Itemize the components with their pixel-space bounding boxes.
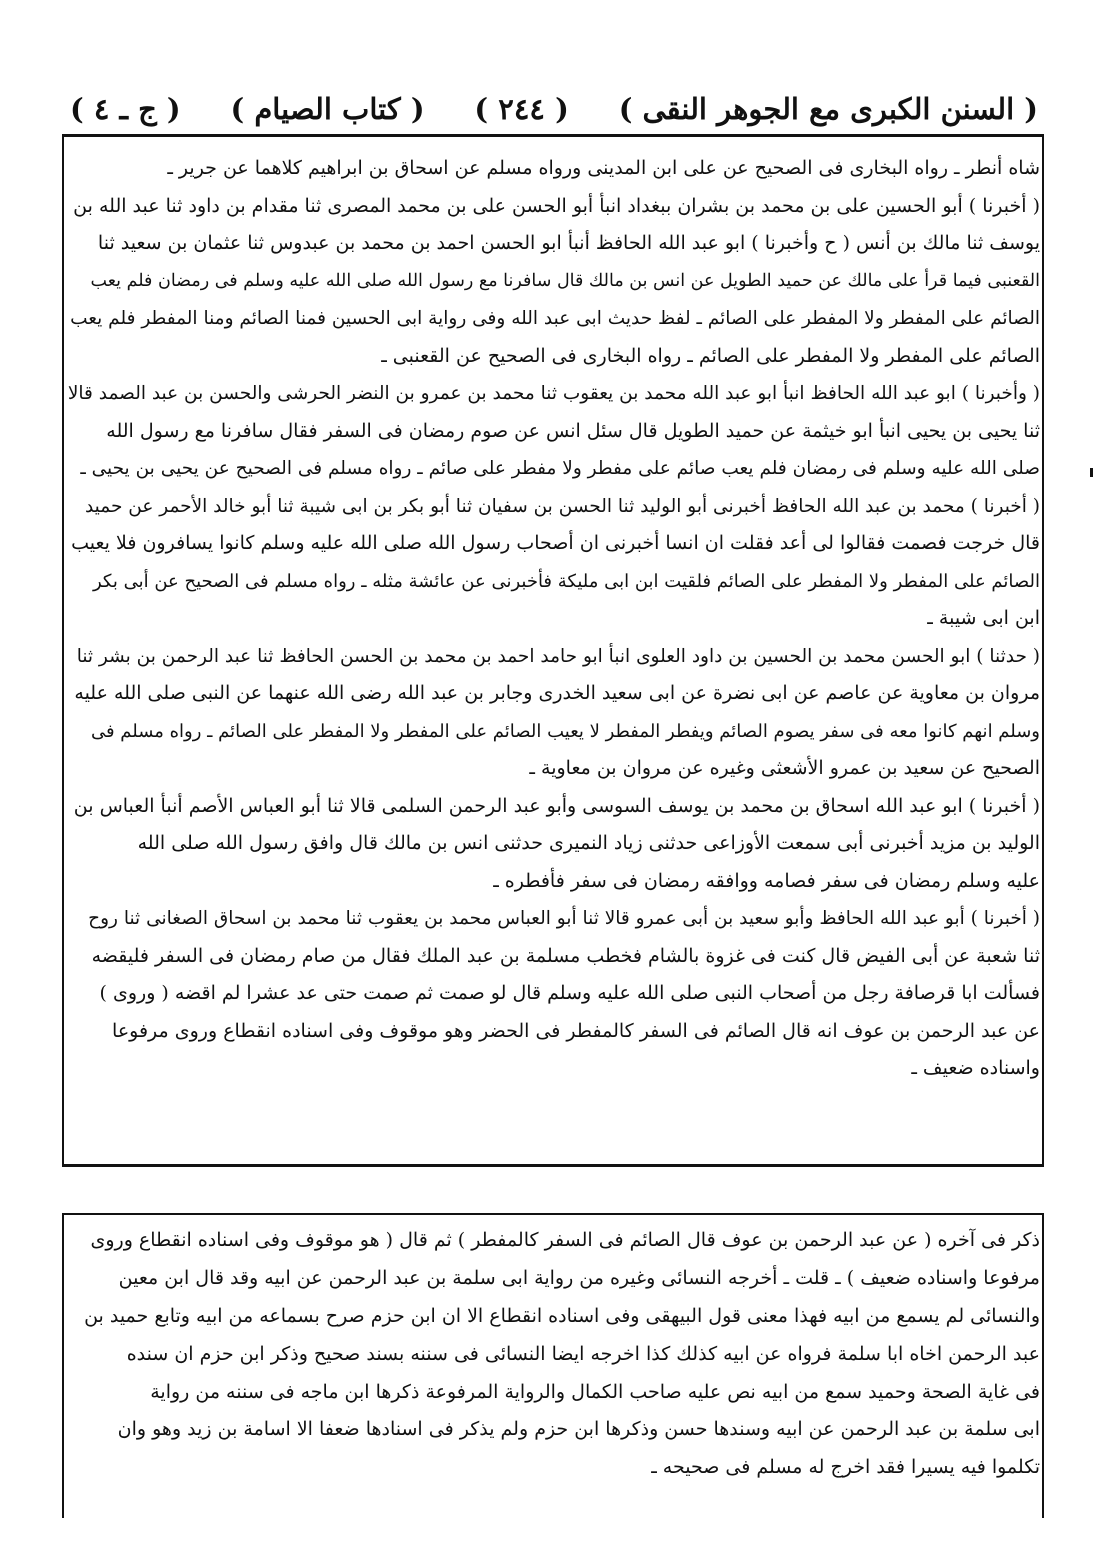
frame-left-border: [62, 134, 64, 1166]
main-line: القعنبى فيما قرأ على مالك عن حميد الطويل عن انس بن مالك قال سافرنا مع رسول الله صلى الله عليه وسلم فى رمضان فلم يعب: [90, 270, 1040, 291]
main-line: يوسف ثنا مالك بن أنس ( ح وأخبرنا ) ابو عبد الله الحافظ أنبأ ابو الحسن احمد بن محمد بن عبدوس ثنا عثمان بن سعيد ثنا: [97, 232, 1040, 254]
main-line: الصائم على المفطر ولا المفطر على الصائم فلقيت ابن ابى مليكة فأخبرنى عن عائشة مثله ـ رواه مسلم فى الصحيح عن أبى بكر: [93, 570, 1040, 592]
note-line: ذكر فى آخره ( عن عبد الرحمن بن عوف قال الصائم فى السفر كالمفطر ) ثم قال ( هو موقوف وفى اسناده انقطاع وروى: [90, 1229, 1040, 1251]
main-line: الوليد بن مزيد أخبرنى أبى سمعت الأوزاعى حدثنى زياد النميرى حدثنى انس بن مالك قال وافق رسول الله صلى الله: [137, 832, 1040, 854]
footnote-commentary: [68, 1222, 1040, 1487]
main-line: ( أخبرنا ) أبو عبد الله الحافظ وأبو سعيد بن أبى عمرو قالا ثنا أبو العباس محمد بن يعقوب ثنا محمد بن اسحاق الصغانى ثنا روح: [88, 908, 1040, 929]
main-line: الصائم على المفطر ولا المفطر على الصائم ـ رواه البخارى فى الصحيح عن القعنبى ـ: [381, 344, 1040, 367]
main-line: ( أخبرنا ) أبو الحسين على بن محمد بن بشران ببغداد انبأ أبو الحسن على بن محمد المصرى ثنا مقدام بن داود ثنا عبد الله بن: [73, 194, 1040, 217]
main-line: واسناده ضعيف ـ: [911, 1057, 1040, 1079]
main-line: وسلم انهم كانوا معه فى سفر يصوم الصائم ويفطر المفطر لا يعيب الصائم على المفطر ولا المفطر على الصائم ـ رواه مسلم فى: [90, 720, 1040, 742]
header-title: ( السنن الكبرى مع الجوهر النقى ): [618, 92, 1038, 126]
note-line: عبد الرحمن اخاه ابا سلمة فرواه عن ابيه كذلك كذا اخرجه ايضا النسائى فى سننه بسند صحيح وذكر ابن حزم ان سنده: [126, 1342, 1040, 1365]
header-book: ( كتاب الصيام ): [230, 92, 425, 126]
main-line: ( أخبرنا ) محمد بن عبد الله الحافظ أخبرنى أبو الوليد ثنا الحسن بن سفيان ثنا أبو بكر بن ابى شيبة ثنا أبو خالد الأحمر عن حميد: [84, 495, 1040, 517]
main-line: شاه أنطر ـ رواه البخارى فى الصحيح عن على ابن المدينى ورواه مسلم عن اسحاق بن ابراهيم كلاهما عن جرير ـ: [167, 157, 1040, 179]
header-volume: ( ج ـ ٤ ): [70, 92, 181, 126]
main-line: مروان بن معاوية عن عاصم عن ابى نضرة عن ابى سعيد الخدرى وجابر بن عبد الله رضى الله عنهما عن النبى صلى الله عليه: [74, 682, 1040, 704]
main-line: ( وأخبرنا ) ابو عبد الله الحافظ انبأ ابو عبد الله محمد بن يعقوب ثنا محمد بن عمرو بن النضر الحرشى والحسن بن عبد الصمد قالا: [68, 383, 1040, 404]
main-line: الصائم على المفطر ولا المفطر على الصائم ـ لفظ حديث ابى عبد الله وفى رواية ابى الحسين فمنا الصائم ومنا المفطر فلم يعب: [70, 308, 1040, 329]
note-line: مرفوعا واسناده ضعيف ) ـ قلت ـ أخرجه النسائى وغيره من رواية ابى سلمة بن عبد الرحمن عن ابيه وقد قال ابن معين: [118, 1266, 1040, 1289]
main-line: فسألت ابا قرصافة رجل من أصحاب النبى صلى الله عليه وسلم قال لو صمت ثم صمت حتى عد عشرا لم اقضه ( وروى ): [99, 982, 1040, 1004]
main-line: ( حدثنا ) ابو الحسن محمد بن الحسين بن داود العلوى انبأ ابو حامد احمد بن محمد بن الحسن الحافظ ثنا عبد الرحمن بن بشر ثنا: [76, 645, 1040, 667]
note-line: والنسائى لم يسمع من ابيه فهذا معنى قول البيهقى وفى اسناده انقطاع الا ان ابن حزم صرح بسماعه من ابيه وتابع حميد بن: [84, 1304, 1040, 1327]
header-page-number: ( ٢٤٤ ): [474, 92, 569, 126]
frame-right-border: [1042, 134, 1044, 1166]
note-line: تكلموا فيه يسيرا فقد اخرج له مسلم فى صحيحه ـ: [651, 1456, 1040, 1479]
main-line: عن عبد الرحمن بن عوف انه قال الصائم فى السفر كالمفطر فى الحضر وهو موقوف وفى اسناده انقطاع وروى مرفوعا: [112, 1019, 1040, 1042]
main-line: عليه وسلم رمضان فى سفر فصامه ووافقه رمضان فى سفر فأفطره ـ: [493, 869, 1040, 892]
page-header: [70, 88, 1038, 130]
margin-mark: [1090, 468, 1093, 477]
note-line: ابى سلمة بن عبد الرحمن عن ابيه وسندها حسن وذكرها ابن حزم ولم يذكر فى اسنادها ضعفا الا اسامة بن زيد وهو وان: [117, 1418, 1040, 1441]
main-line: ( أخبرنا ) ابو عبد الله اسحاق بن محمد بن يوسف السوسى وأبو عبد الرحمن السلمى قالا ثنا أبو العباس الأصم أنبأ العباس بن: [73, 794, 1040, 817]
main-line: ثنا شعبة عن أبى الفيض قال كنت فى غزوة بالشام فخطب مسلمة بن عبد الملك فقال من صام رمضان فى السفر فليقضه: [91, 944, 1040, 967]
footnote-separator-bottom: [62, 1213, 1044, 1215]
main-text: [68, 150, 1040, 1088]
header-rule: [62, 134, 1044, 137]
note-line: فى غاية الصحة وحميد سمع من ابيه نص عليه صاحب الكمال والرواية المرفوعة ذكرها ابن ماجه فى سننه من رواية: [150, 1380, 1040, 1403]
main-line: الصحيح عن سعيد بن عمرو الأشعثى وغيره عن مروان بن معاوية ـ: [529, 757, 1040, 779]
notes-left-border: [62, 1213, 64, 1518]
main-line: صلى الله عليه وسلم فى رمضان فلم يعب صائم على مفطر ولا مفطر على صائم ـ رواه مسلم فى الصحيح عن يحيى بن يحيى ـ: [80, 458, 1040, 479]
notes-right-border: [1042, 1213, 1044, 1518]
footnote-separator-top: [62, 1164, 1044, 1167]
main-line: ثنا يحيى بن يحيى انبأ ابو خيثمة عن حميد الطويل قال سئل انس عن صوم رمضان فى السفر فقال سافرنا مع رسول الله: [106, 419, 1040, 442]
main-line: ابن ابى شيبة ـ: [927, 607, 1040, 629]
main-line: قال خرجت فصمت فقالوا لى أعد فقلت ان انسا أخبرنى ان أصحاب رسول الله صلى الله عليه وسلم كانوا يسافرون فلا يعيب: [71, 532, 1040, 554]
